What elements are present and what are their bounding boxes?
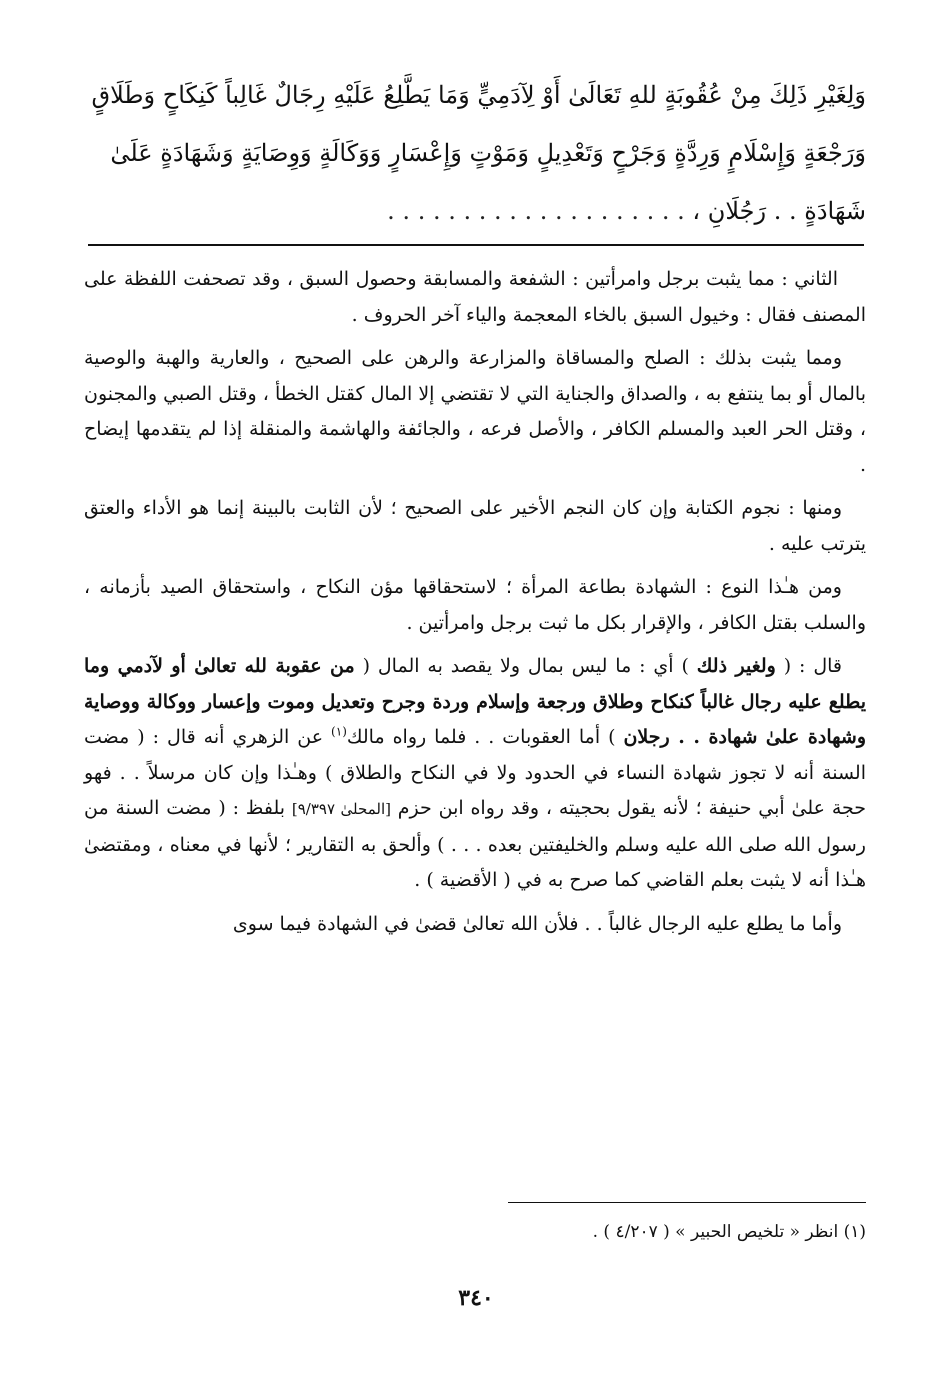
matn-line-1: وَلِغَيْرِ ذَلِكَ مِنْ عُقُوبَةٍ للهِ تَعَالَىٰ أَوْ لِآدَمِيٍّ وَمَا يَطَّلِعُ عَلَيْهِ رِجَالٌ غَالِباً كَنِكَاحٍ وَطَلَاقٍ bbox=[91, 81, 866, 109]
p5-part-c: ) أي : ما ليس بمال ولا يقصد به المال ( bbox=[362, 655, 689, 677]
commentary-paragraph-3: ومنها : نجوم الكتابة وإن كان النجم الأخير على الصحيح ؛ لأن الثابت بالبينة إنما هو الأداء والعتق يترتب عليه . bbox=[84, 497, 866, 555]
page-number: ٣٤٠ bbox=[458, 1285, 494, 1311]
commentary-paragraph-4: ومن هـٰذا النوع : الشهادة بطاعة المرأة ؛ لاستحقاقها مؤن النكاح ، واستحقاق الصيد بأزمانه ، والسلب بقتل الكافر ، والإقرار بكل ما ثبت برجل وامرأتين . bbox=[84, 576, 866, 634]
footnote-marker[interactable]: (١) bbox=[331, 724, 347, 739]
matn-text bbox=[86, 66, 866, 240]
p5-part-e: ) أما العقوبات . . فلما رواه مالك bbox=[346, 726, 616, 748]
commentary-paragraph-6: وأما ما يطلع عليه الرجال غالباً . . فلأن الله تعالىٰ قضىٰ في الشهادة فيما سوى bbox=[232, 912, 842, 935]
matn-line-3-text: شَهَادَةٍ . . رَجُلَانِ ، bbox=[692, 197, 866, 225]
commentary-paragraph-1: الثاني : مما يثبت برجل وامرأتين : الشفعة والمسابقة وحصول السبق ، وقد تصحفت اللفظة على المصنف فقال : وخيول السبق بالخاء المعجمة والياء آخر الحروف . bbox=[84, 268, 866, 326]
matn-separator-rule bbox=[88, 244, 864, 246]
p5-reference: [المحلىٰ ٩/٣٩٧] bbox=[291, 800, 391, 818]
matn-line-3 bbox=[86, 182, 866, 240]
matn-dots-a: . . . . . . . . . . bbox=[539, 197, 685, 225]
p5-part-a: قال : ( bbox=[783, 655, 842, 677]
commentary-paragraph-5 bbox=[84, 649, 866, 899]
commentary-paragraph-2: ومما يثبت بذلك : الصلح والمساقاة والمزارعة والرهن على الصحيح ، والعارية والهبة والوصية بالمال أو بما ينتفع به ، والصداق والجناية التي لا تقتضي إلا المال كقتل الخطأ ، وقتل الصبي والمجنون ، وقتل الحر العبد والمسلم الكافر ، والأصل فرعه ، والجائفة والهاشمة والمنقلة إذا لم يتقدمها إيضاح . bbox=[84, 347, 866, 476]
commentary bbox=[84, 262, 866, 950]
matn-line-2: وَرَجْعَةٍ وَإِسْلَامٍ وَرِدَّةٍ وَجَرْحٍ وَتَعْدِيلٍ وَمَوْتٍ وَإِعْسَارٍ وَوَكَالَةٍ وَوِصَايَةٍ وَشَهَادَةٍ عَلَىٰ bbox=[110, 139, 866, 167]
footnote-separator-rule bbox=[508, 1202, 866, 1203]
matn-dots-b: . . . . . . . . . . bbox=[387, 197, 533, 225]
p5-quoted-matn-2: من عقوبة لله تعالىٰ أو لآدمي وما يطلع عليه رجال غالباً كنكاح وطلاق ورجعة وإسلام وردة وجرح وتعديل وموت وإعسار ووكالة ووصاية وشهادة علىٰ شهادة . . رجلان bbox=[84, 655, 866, 748]
p5-quoted-matn-1: ولغير ذلك bbox=[696, 655, 776, 677]
p5-part-f: عن الزهري أنه قال : ( مضت السنة أنه لا تجوز شهادة النساء في الحدود ولا في النكاح والطلاق ) وهـٰذا وإن كان مرسلاً . . فهو حجة علىٰ أبي حنيفة ؛ لأنه يقول بحجيته ، وقد رواه ابن حزم bbox=[84, 726, 867, 819]
footnote: (١) انظر « تلخيص الحبير » ( ٤/٢٠٧ ) . bbox=[592, 1222, 866, 1242]
p5-part-g: بلفظ : ( مضت السنة من رسول الله صلى الله عليه وسلم والخليفتين بعده . . . ) وألحق به التقارير ؛ لأنها في معناه ، ومقتضىٰ هـٰذا أنه لا يثبت بعلم القاضي كما صرح به في ( الأقضية ) . bbox=[84, 797, 866, 891]
